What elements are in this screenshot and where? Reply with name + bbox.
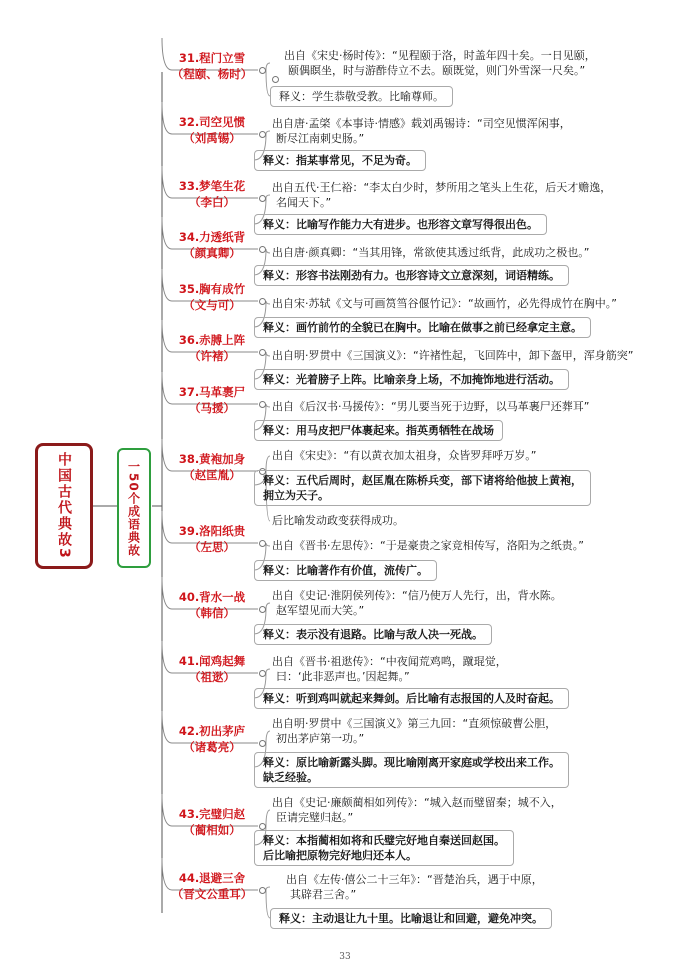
source-line: 臣请完璧归赵。”: [276, 811, 354, 824]
idiom-explanation: [254, 560, 437, 581]
idiom-source-quote: [270, 588, 562, 618]
explanation-line: 释义：原比喻新露头脚。现比喻刚离开家庭或学校出来工作。: [263, 756, 560, 769]
idiom-person: （晋文公重耳）: [171, 887, 253, 901]
source-line: 出自明·罗贯中《三国演义》：“许褚性起，飞回阵中，卸下盔甲，浑身筋突”: [272, 349, 634, 362]
idiom-explanation: [270, 908, 552, 929]
idiom-name: 36.赤膊上阵: [178, 333, 246, 347]
collapse-toggle-icon[interactable]: [259, 887, 266, 894]
idiom-person: （诸葛亮）: [183, 740, 241, 754]
root-topic-label: 中国古代典故3: [56, 452, 72, 560]
idiom-person: （赵匡胤）: [183, 468, 241, 482]
explanation-line: 释义：比喻写作能力大有进步。也形容文章写得很出色。: [263, 218, 538, 231]
idiom-name: 43.完璧归赵: [178, 807, 246, 821]
idiom-name: 38.黄袍加身: [178, 452, 246, 466]
idiom-source-quote: [270, 538, 584, 553]
idiom-title-block[interactable]: [168, 589, 256, 621]
idiom-person: （蔺相如）: [183, 823, 241, 837]
source-line: 出自唐·颜真卿：“当其用锋，常欲使其透过纸背，此成功之极也。”: [272, 246, 590, 259]
idiom-title-block[interactable]: [168, 229, 256, 261]
idiom-source-quote: [270, 348, 633, 363]
idiom-explanation: [254, 317, 591, 338]
idiom-person: （韩信）: [189, 606, 235, 620]
idiom-name: 44.退避三舍: [178, 871, 246, 885]
idiom-name: 37.马革裹尸: [178, 385, 246, 399]
idiom-source-quote: [270, 448, 536, 463]
idiom-source-quote: [270, 399, 589, 414]
explanation-line: 释义：听到鸡叫就起来舞剑。后比喻有志报国的人及时奋起。: [263, 692, 560, 705]
idiom-source-quote: [270, 716, 556, 746]
explanation-line: 释义：画竹前竹的全貌已在胸中。比喻在做事之前已经拿定主意。: [263, 321, 582, 334]
source-line: 出自《史记·廉颇蔺相如列传》：“城入赵而璧留秦；城不入，: [272, 796, 562, 809]
idiom-name: 31.程门立雪: [178, 51, 246, 65]
idiom-title-block[interactable]: [168, 281, 256, 313]
idiom-person: （文与可）: [183, 298, 241, 312]
source-line: 初出茅庐第一功。”: [276, 732, 365, 745]
collapse-toggle-icon[interactable]: [259, 401, 266, 408]
idiom-title-block[interactable]: [168, 870, 256, 902]
collapse-toggle-icon[interactable]: [259, 67, 266, 74]
source-line: 出自宋·苏轼《文与可画筼筜谷偃竹记》：“故画竹，必先得成竹在胸中。”: [272, 297, 617, 310]
idiom-title-block[interactable]: [168, 50, 256, 82]
source-line: 出自唐·孟棨《本事诗·情感》载刘禹锡诗：“司空见惯浑闲事，: [272, 117, 571, 130]
collapse-toggle-icon[interactable]: [259, 195, 266, 202]
idiom-explanation: [254, 752, 569, 788]
idiom-person: （李白）: [189, 195, 235, 209]
idiom-explanation: [254, 470, 591, 506]
idiom-source-quote: [270, 180, 611, 210]
idiom-title-block[interactable]: [168, 332, 256, 364]
explanation-line: 释义：形容书法刚劲有力。也形容诗文立意深刻，词语精练。: [263, 269, 560, 282]
idiom-person: （颜真卿）: [183, 246, 241, 260]
collapse-toggle-icon[interactable]: [259, 740, 266, 747]
idiom-explanation: [254, 265, 569, 286]
idiom-name: 32.司空见惯: [178, 115, 246, 129]
idiom-person: （左思）: [189, 540, 235, 554]
idiom-source-quote: [270, 654, 507, 684]
idiom-explanation: [254, 420, 503, 441]
source-line: 其辟君三舍。”: [290, 888, 357, 901]
idiom-source-quote: [270, 795, 562, 825]
category-box[interactable]: [117, 448, 151, 568]
root-topic-box[interactable]: [35, 443, 93, 569]
explanation-line: 释义：比喻著作有价值，流传广。: [263, 564, 428, 577]
explanation-line: 释义：学生恭敬受教。比喻尊师。: [279, 90, 444, 103]
collapse-toggle-icon[interactable]: [259, 670, 266, 677]
source-connector-line: [266, 63, 270, 70]
source-line: 赵军望见而大笑。”: [276, 604, 365, 617]
idiom-title-block[interactable]: [168, 451, 256, 483]
idiom-source-quote: [270, 296, 617, 311]
idiom-explanation: [254, 624, 492, 645]
source-line: 出自《晋书·左思传》：“于是豪贵之家竞相传写，洛阳为之纸贵。”: [272, 539, 584, 552]
source-line: 出自《晋书·祖逖传》：“中夜闻荒鸡鸣，蹴琨觉，: [272, 655, 507, 668]
explanation-line: 释义：用马皮把尸体裹起来。指英勇牺牲在战场: [263, 424, 494, 437]
idiom-extra-note: 后比喻发动政变获得成功。: [272, 514, 404, 527]
source-connector-line: [266, 887, 270, 890]
idiom-explanation: [254, 214, 547, 235]
collapse-toggle-icon[interactable]: [259, 298, 266, 305]
idiom-name: 34.力透纸背: [178, 230, 246, 244]
collapse-toggle-icon[interactable]: [259, 606, 266, 613]
idiom-explanation: [270, 86, 453, 107]
source-line: 出自《史记·淮阴侯列传》：“信乃使万人先行，出，背水陈。: [272, 589, 562, 602]
source-line: 出自《左传·僖公二十三年》：“晋楚治兵，遇于中原，: [286, 873, 543, 886]
source-line: 名闻天下。”: [276, 196, 332, 209]
idiom-name: 40.背水一战: [178, 590, 246, 604]
collapse-toggle-icon[interactable]: [259, 246, 266, 253]
collapse-toggle-icon[interactable]: [259, 823, 266, 830]
explanation-line: 拥立为天子。: [263, 489, 329, 502]
idiom-source-quote: [270, 116, 571, 146]
source-line: 出自《宋史》：“有以黄衣加太祖身，众皆罗拜呼万岁。”: [272, 449, 537, 462]
idiom-title-block[interactable]: [168, 114, 256, 146]
idiom-title-block[interactable]: [168, 653, 256, 685]
idiom-explanation: [254, 688, 569, 709]
source-line: 断尽江南刺史肠。”: [276, 132, 365, 145]
idiom-name: 39.洛阳纸贵: [178, 524, 246, 538]
idiom-title-block[interactable]: [168, 806, 256, 838]
explanation-line: 释义：光着膀子上阵。比喻亲身上场，不加掩饰地进行活动。: [263, 373, 560, 386]
explanation-line: 缺乏经验。: [263, 771, 318, 784]
explanation-line: 释义：指某事常见，不足为奇。: [263, 154, 417, 167]
explanation-line: 释义：主动退让九十里。比喻退让和回避，避免冲突。: [279, 912, 543, 925]
idiom-source-quote: [270, 245, 589, 260]
source-line: 颐偶瞑坐，时与游酢侍立不去。颐既觉，则门外雪深一尺矣。”: [288, 64, 586, 77]
idiom-title-block[interactable]: [168, 178, 256, 210]
source-line: 出自明·罗贯中《三国演义》第三九回：“直须惊破曹公胆，: [272, 717, 557, 730]
idiom-person: （马援）: [189, 401, 235, 415]
explanation-line: 释义：表示没有退路。比喻与敌人决一死战。: [263, 628, 483, 641]
explanation-line: 释义：本指蔺相如将和氏璧完好地自秦送回赵国。: [263, 834, 505, 847]
source-line: 出自《宋史·杨时传》：“见程颐于洛，时盖年四十矣。一日见颐，: [284, 49, 596, 62]
idiom-explanation: [254, 369, 569, 390]
explanation-line: 后比喻把原物完好地归还本人。: [263, 849, 417, 862]
idiom-explanation: [254, 150, 426, 171]
idiom-person: （许褚）: [189, 349, 235, 363]
page-number: 33: [339, 952, 351, 962]
source-line: 出自五代·王仁裕：“李太白少时，梦所用之笔头上生花，后天才赡逸，: [272, 181, 612, 194]
collapse-toggle-icon[interactable]: [259, 349, 266, 356]
idiom-person: （祖逖）: [189, 670, 235, 684]
source-line: 出自《后汉书·马援传》：“男儿要当死于边野，以马革裹尸还葬耳”: [272, 400, 590, 413]
idiom-source-quote: [284, 872, 543, 902]
idiom-name: 33.梦笔生花: [178, 179, 246, 193]
explanation-line: 释义：五代后周时，赵匡胤在陈桥兵变，部下诸将给他披上黄袍，: [263, 474, 582, 487]
idiom-person: （程颐、杨时）: [171, 67, 253, 81]
source-line: 曰：‘此非恶声也。’因起舞。”: [276, 670, 410, 683]
collapse-toggle-icon[interactable]: [259, 540, 266, 547]
idiom-name: 35.胸有成竹: [178, 282, 246, 296]
collapse-toggle-icon[interactable]: [272, 76, 279, 83]
collapse-toggle-icon[interactable]: [259, 131, 266, 138]
idiom-person: （刘禹锡）: [183, 131, 241, 145]
idiom-title-block[interactable]: [168, 723, 256, 755]
category-label: 一50个成语典故: [126, 459, 141, 557]
idiom-title-block[interactable]: [168, 523, 256, 555]
idiom-source-quote: [282, 48, 596, 78]
idiom-name: 41.闻鸡起舞: [178, 654, 246, 668]
idiom-name: 42.初出茅庐: [178, 724, 246, 738]
idiom-title-block[interactable]: [168, 384, 256, 416]
idiom-explanation: [254, 830, 514, 866]
